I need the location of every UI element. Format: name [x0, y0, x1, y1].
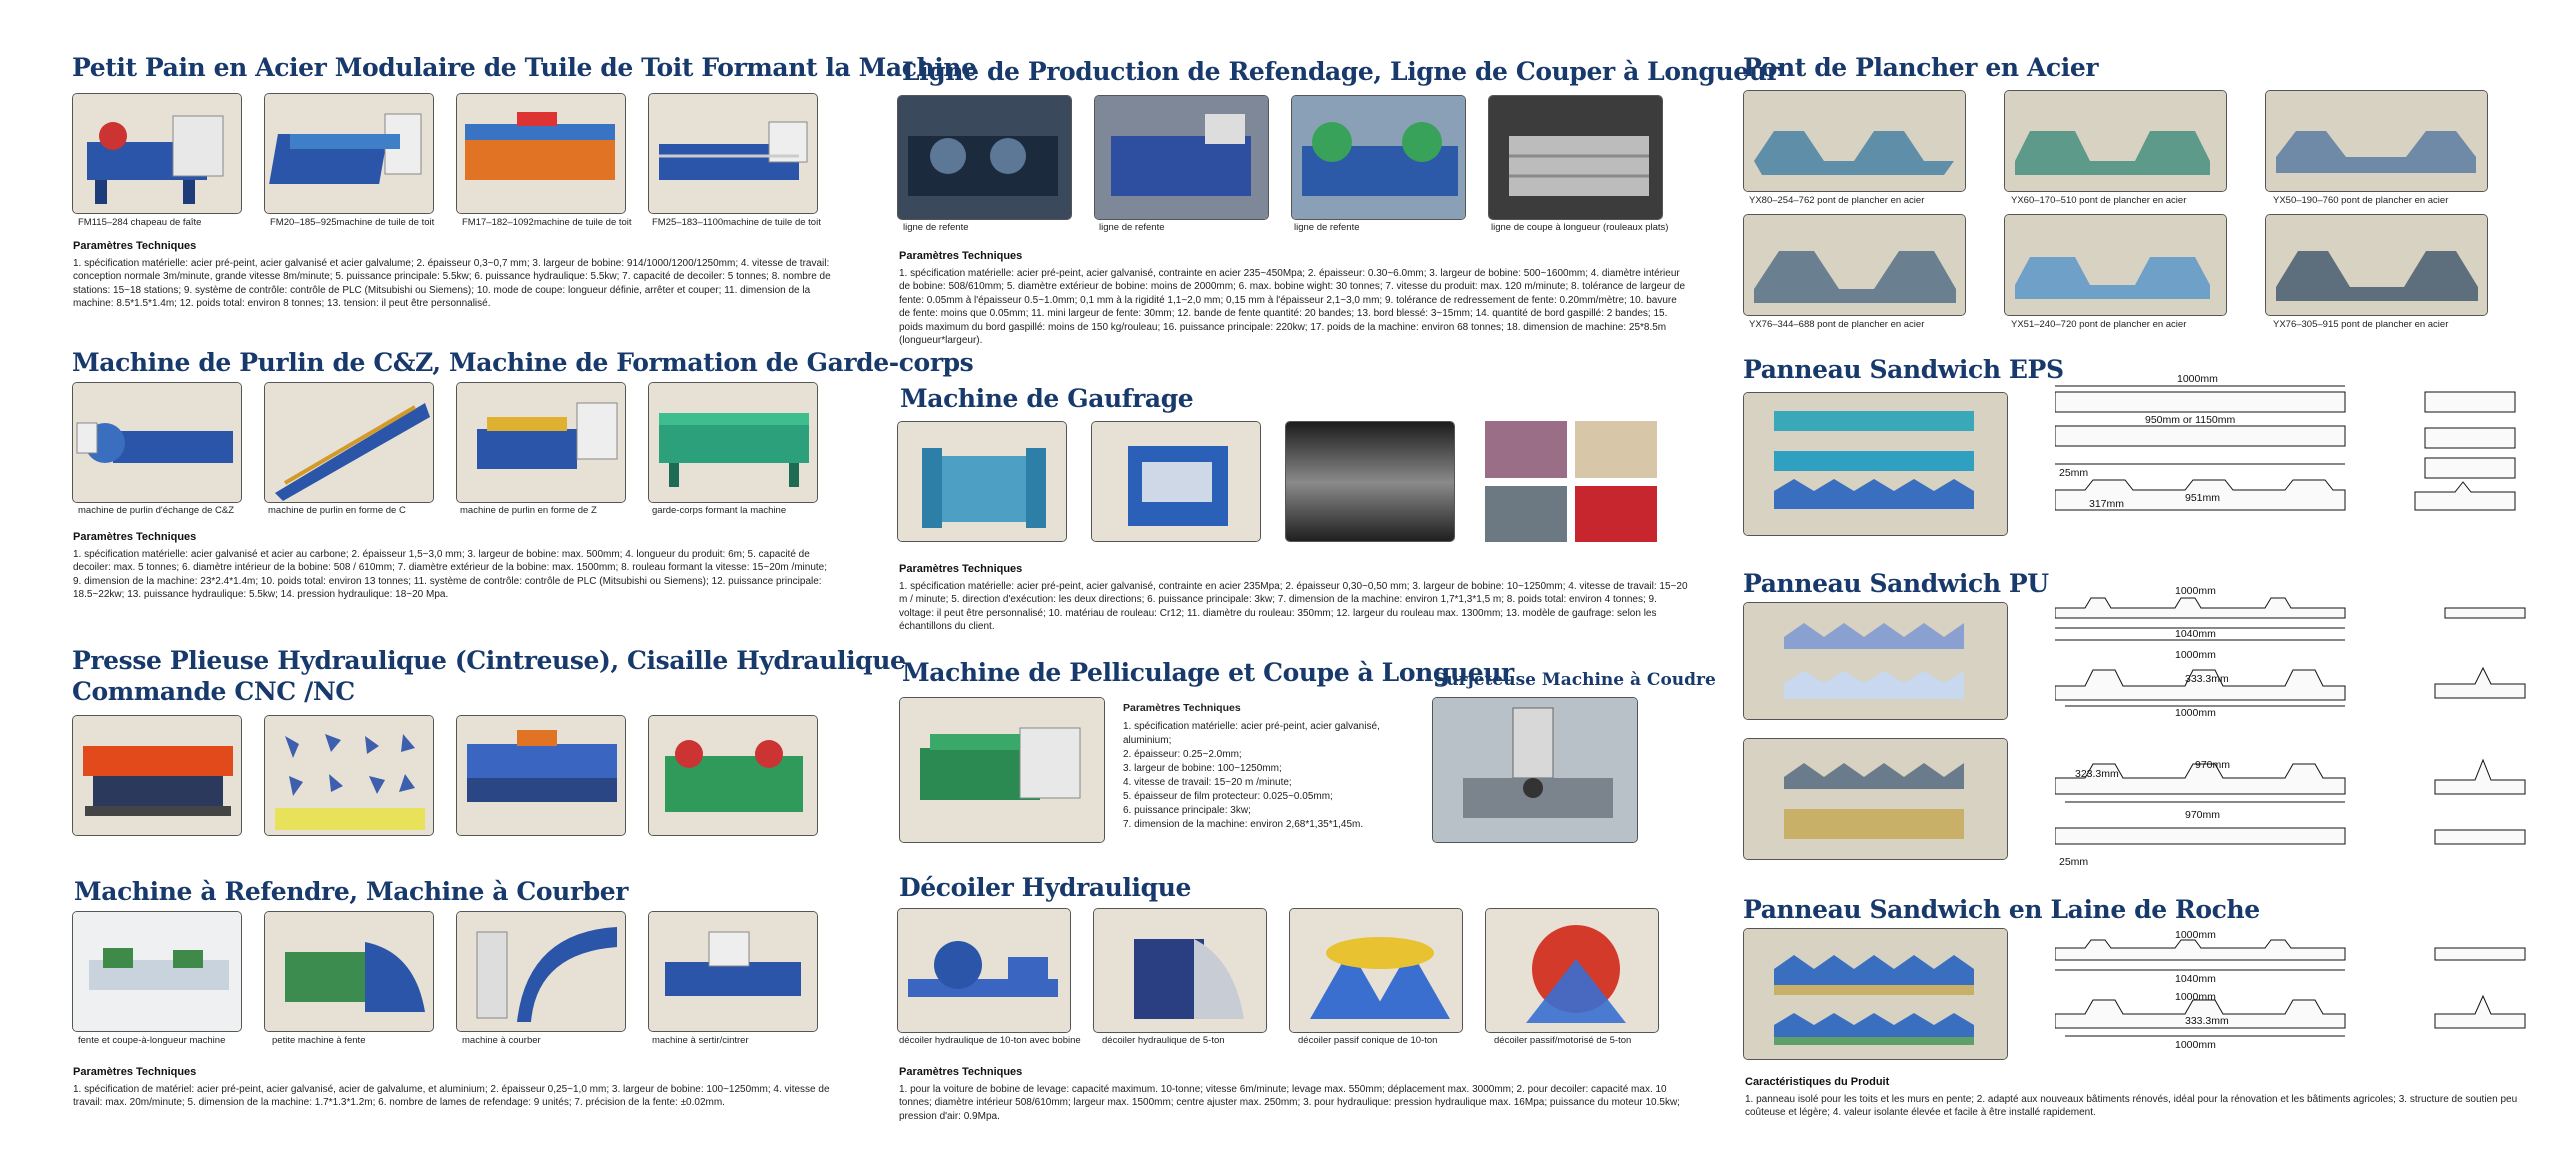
photo-caption: ligne de refente: [1294, 222, 1360, 233]
deck-caption: YX76–305–915 pont de plancher en acier: [2273, 319, 2449, 330]
params-line: aluminium;: [1123, 735, 1172, 746]
product-characteristics: [1745, 1076, 2525, 1120]
params-title: Paramètres Techniques: [899, 563, 1023, 575]
machine-photo: [264, 93, 434, 214]
section-title: Machine à Refendre, Machine à Courber: [74, 877, 629, 906]
params-line: 7. dimension de la machine: environ 2,68*1,35*1,45m.: [1123, 819, 1364, 830]
params-title: Paramètres Techniques: [73, 531, 197, 543]
machine-photo: [648, 911, 818, 1032]
photo-caption: machine de purlin d'échange de C&Z: [78, 505, 235, 516]
photo-caption: FM25–183–1100machine de tuile de toit: [652, 217, 821, 228]
section-title-line1: Presse Plieuse Hydraulique (Cintreuse), Cisaille Hydraulique: [72, 646, 906, 675]
photo-caption: machine de purlin en forme de C: [268, 505, 406, 516]
section-eps-panel: [1743, 354, 2064, 385]
dim-label: 1000mm: [2175, 991, 2216, 1003]
machine-photo: [264, 715, 434, 836]
dim-label: 951mm: [2185, 492, 2221, 504]
section-title: Panneau Sandwich PU: [1743, 569, 2049, 598]
tech-params: [899, 250, 1689, 347]
photo-caption: garde-corps formant la machine: [652, 505, 787, 516]
photo-row: [897, 95, 1663, 220]
machine-photo: [1432, 697, 1638, 843]
photo-row: [72, 911, 818, 1032]
photo-row: [897, 421, 1663, 542]
photo-caption: petite machine à fente: [272, 1035, 366, 1046]
params-text: 1. spécification de matériel: acier pré-peint, acier galvanisé, acier de galvalume, et aluminium; 2. épaisseur 0,25~1,0 mm; 3. largeur de bobine: 100~1250mm; 4. vitesse de travail: max. 20m/minute; 5. dimension de la machine: 1.7*1.3*1.2m; 6. nombre de lames de refendage: 9 unités; 7. précision de la fente: ±0.02mm.: [73, 1084, 830, 1109]
machine-photo: [897, 421, 1067, 542]
dim-label: 323.3mm: [2075, 768, 2119, 780]
machine-photo: [1094, 95, 1269, 220]
deck-caption: YX80–254–762 pont de plancher en acier: [1749, 195, 1925, 206]
deck-caption: YX76–344–688 pont de plancher en acier: [1749, 319, 1925, 330]
params-text: 1. spécification matérielle: acier galvanisé et acier au carbone; 2. épaisseur 1,5~3,0 mm; 3. largeur de bobine: max. 500mm; 4. longueur du produit: 6m; 5. capacité de decoiler: max. 5 tonnes; 6. diamètre intérieur de la bobine: 508 / 610mm; 7. diamètre extérieur de la bobine: max. 1500mm; 8. rouleau formant la vitesse: 15~20m /minute; 9. dimension de la machine: 23*2.4*1.4m; 10. poids total: environ 13 tonnes; 11. système de contrôle: contrôle de PLC (Mitsubishi ou Siemens); 12. puissance principale: 18.5~22kw; 13. puissance hydraulique: 5.5kw; 14. pression hydraulique: 18~20 Mpa.: [73, 549, 828, 601]
params-title: Paramètres Techniques: [1123, 702, 1241, 714]
deck-caption: YX50–190–760 pont de plancher en acier: [2273, 195, 2449, 206]
column-3: [1730, 0, 2550, 1171]
params-line: 1. spécification matérielle: acier pré-peint, acier galvanisé,: [1123, 721, 1380, 732]
params-line: 6. puissance principale: 3kw;: [1123, 805, 1251, 816]
machine-photo: [264, 911, 434, 1032]
dim-label: 333.3mm: [2185, 1015, 2229, 1027]
machine-photo: [1289, 908, 1463, 1033]
embossed-sample-grid: [1479, 421, 1663, 542]
dim-label: 970mm: [2195, 759, 2231, 771]
machine-photo: [648, 715, 818, 836]
tech-params: [73, 1066, 833, 1110]
section-floor-deck: [1743, 52, 2533, 83]
photo-caption: FM115–284 chapeau de faîte: [78, 217, 202, 228]
deck-photo: [2265, 214, 2488, 316]
machine-photo: [1291, 95, 1466, 220]
deck-photo-row: [1743, 90, 2488, 192]
params-line: 4. vitesse de travail: 15~20 m /minute;: [1123, 777, 1292, 788]
tech-params: [73, 240, 833, 311]
deck-photo: [1743, 90, 1966, 192]
photo-caption: machine à courber: [462, 1035, 541, 1046]
deck-photo-row: [1743, 214, 2488, 316]
photo-row: [72, 93, 818, 214]
section-roof-tile-machine: [72, 52, 977, 83]
machine-photo: [897, 908, 1071, 1033]
embossed-sample: [1575, 486, 1657, 543]
section-title: Machine de Pelliculage et Coupe à Longueur: [902, 658, 1514, 687]
dim-label: 1000mm: [2175, 707, 2216, 719]
photo-caption: machine de purlin en forme de Z: [460, 505, 597, 516]
machine-photo: [1488, 95, 1663, 220]
machine-photo: [456, 715, 626, 836]
deck-photo: [2004, 90, 2227, 192]
photo-caption: décoiler passif/motorisé de 5-ton: [1494, 1035, 1632, 1046]
dim-label: 1000mm: [2175, 1039, 2216, 1051]
deck-photo: [2004, 214, 2227, 316]
dim-label: 1000mm: [2177, 373, 2218, 385]
machine-photo: [1091, 421, 1261, 542]
params-text: 1. spécification matérielle: acier pré-peint, acier galvanisé, contrainte en acier 235~450Mpa; 2. épaisseur: 0.30~6.0mm; 3. largeur de bobine: 500~1600mm; 4. diamètre intérieur de bobine: 508/610mm; 5. diamètre extérieur de bobine: moins de 2000mm; 6. max. bobine wight: 30 tonnes; 7. vitesse du produit: max. 120 m/minute; 8. tolérance de largeur de fente: 0.05mm à l'épaisseur 0.5~1.0mm; 0,1 mm à la rigidité 1,1~2,0 mm; 0,15 mm à l'épaisseur 2,1~3,0 mm; 9. tolérance de redressement de fente: 0.20mm/mètre; 10. bavure de fente: moins que 0.05mm; 11. mini largeur de fente: 30mm; 12. bande de fente quantité: 20 bandes; 13. bord blessé: 3~15mm; 14. quantité de bord gaspillé: 2 bandes; 15. poids maximum du bord gaspillé: moins de 150 kg/rouleau; 16. puissance principale: 220kw; 17. poids de la machine: environ 68 tonnes; 18. dimension de machine: 25*8.5m (longueur*largeur).: [899, 268, 1686, 347]
dim-label: 970mm: [2185, 809, 2221, 821]
tech-params: [899, 1066, 1689, 1123]
params-title: Paramètres Techniques: [73, 1066, 197, 1078]
dim-label: 1040mm: [2175, 973, 2216, 985]
tech-params: [899, 563, 1689, 634]
machine-photo: [456, 382, 626, 503]
section-title: Machine de Gaufrage: [900, 384, 1194, 413]
params-title: Paramètres Techniques: [899, 250, 1023, 262]
machine-photo: [456, 93, 626, 214]
params-line: 3. largeur de bobine: 100~1250mm;: [1123, 763, 1282, 774]
params-text: 1. spécification matérielle: acier pré-peint, acier galvanisé, contrainte en acier 235Mpa; 2. épaisseur 0,30~0,50 mm; 3. largeur de bobine: 10~1250mm; 4. vitesse de travail: 15~20 m / minute; 5. direction d'exécution: les deux directions; 6. puissance principale: 3kw; 7. dimension de la machine: environ 1,7*1,3*1,5 m; 8. poids total: environ 4 tonnes; 9. voltage: il peut être personnalisé; 10. matériau de rouleau: Cr12; 11. diamètre du rouleau: 350mm; 12. largeur du rouleau max. 1300mm; 13. modèle de gaufrage: selon les échantillons du client.: [899, 581, 1688, 633]
machine-photo: [1093, 908, 1267, 1033]
panel-photo: [1743, 928, 2008, 1060]
params-line: 5. épaisseur de film protecteur: 0.025~0.05mm;: [1123, 791, 1333, 802]
photo-row: [72, 382, 818, 503]
section-title: Machine de Purlin de C&Z, Machine de Formation de Garde-corps: [72, 348, 974, 377]
machine-photo: [264, 382, 434, 503]
params-text: 1. pour la voiture de bobine de levage: capacité maximum. 10-tonne; vitesse 6m/minute; levage max. 550mm; déplacement max. 3000mm; 2. pour decoiler: capacité max. 10 tonnes; diamètre intérieur 508/610mm; largeur max. 1500mm; centre ajuster max. 250mm; 3. pour hydraulique: pression hydraulique max. 16Mpa; puissance du moteur 10.5kw; pression d'air: 0.9Mpa.: [899, 1084, 1680, 1122]
photo-caption: ligne de refente: [1099, 222, 1165, 233]
dim-label: 333.3mm: [2185, 673, 2229, 685]
section-title: Décoiler Hydraulique: [899, 873, 1191, 902]
photo-row: [897, 908, 1659, 1033]
section-rockwool-panel: [1743, 894, 2260, 925]
photo-caption: FM20–185–925machine de tuile de toit: [270, 217, 435, 228]
machine-photo: [897, 95, 1072, 220]
tech-params: [1123, 701, 1413, 832]
machine-photo: [1485, 908, 1659, 1033]
machine-photo: [72, 911, 242, 1032]
column-2: [880, 0, 1780, 1171]
section-embossing: [900, 383, 1690, 414]
params-line: 2. épaisseur: 0.25~2.0mm;: [1123, 749, 1242, 760]
machine-photo: [899, 697, 1105, 843]
params-text: 1. spécification matérielle: acier pré-peint, acier galvanisé et acier galvalume; 2. épaisseur 0,3~0,7 mm; 3. largeur de bobine: 914/1000/1200/1250mm; 4. vitesse de travail: conception normale 3m/minute, grande vitesse 8m/minute; 5. puissance principale: 5.5kw; 6. puissance hydraulique: 5.5kw; 7. capacité de decoiler: 5 tonnes; 8. nombre de stations: 15~18 stations; 9. système de contrôle: contrôle de PLC (Mitsubishi ou Siemens); 10. mode de coupe: longueur définie, arrêter et couper; 11. dimension de la machine: 8.5*1.5*1.4m; 12. poids total: environ 8 tonnes; 13. tension: il peut être personnalisé.: [73, 258, 831, 310]
machine-photo: [1285, 421, 1455, 542]
photo-row: [72, 715, 818, 836]
dim-label: 317mm: [2089, 498, 2125, 510]
characteristics-title: Caractéristiques du Produit: [1745, 1076, 1890, 1088]
pu-drawing: [2055, 584, 2530, 874]
dim-label: 25mm: [2059, 467, 2089, 479]
section-title: Pont de Plancher en Acier: [1743, 53, 2099, 82]
section-title-line2: Commande CNC /NC: [72, 677, 355, 706]
deck-caption: YX60–170–510 pont de plancher en acier: [2011, 195, 2187, 206]
tech-params: [73, 531, 833, 602]
dim-label: 1000mm: [2175, 649, 2216, 661]
section-slitting-bending: [74, 876, 834, 907]
section-hydraulic-decoiler: [899, 872, 1689, 903]
dim-label: 950mm or 1150mm: [2145, 414, 2236, 426]
photo-caption: décoiler hydraulique de 5-ton: [1102, 1035, 1225, 1046]
params-title: Paramètres Techniques: [899, 1066, 1023, 1078]
machine-photo: [72, 382, 242, 503]
machine-photo: [648, 93, 818, 214]
machine-photo: [72, 715, 242, 836]
panel-photo: [1743, 392, 2008, 536]
section-pu-panel: [1743, 568, 2049, 599]
photo-caption: décoiler passif conique de 10-ton: [1298, 1035, 1438, 1046]
photo-caption: ligne de refente: [903, 222, 969, 233]
embossed-sample: [1485, 486, 1567, 543]
photo-caption: machine à sertir/cintrer: [652, 1035, 749, 1046]
section-press-brake: [72, 645, 906, 707]
params-title: Paramètres Techniques: [73, 240, 197, 252]
panel-photo: [1743, 738, 2008, 860]
dim-label: 25mm: [2059, 856, 2089, 868]
section-slitting-line: [902, 56, 1780, 87]
embossed-sample: [1485, 421, 1567, 478]
section-film-laminating: [902, 657, 1514, 688]
section-title: Petit Pain en Acier Modulaire de Tuile de Toit Formant la Machine: [72, 53, 977, 82]
section-title: Ligne de Production de Refendage, Ligne de Couper à Longueur: [902, 57, 1780, 86]
characteristics-text: 1. panneau isolé pour les toits et les murs en pente; 2. adapté aux nouveaux bâtiments rénovés, idéal pour la rénovation et les bâtiments agricoles; 3. structure de soutien peu coûteuse et légère; 4. valeur isolante élevée et facile à être installé rapidement.: [1745, 1094, 2518, 1119]
photo-caption: fente et coupe-à-longueur machine: [78, 1035, 226, 1046]
deck-photo: [1743, 214, 1966, 316]
dim-label: 1040mm: [2175, 628, 2216, 640]
photo-caption: ligne de coupe à longueur (rouleaux plats): [1491, 222, 1669, 233]
deck-caption: YX51–240–720 pont de plancher en acier: [2011, 319, 2187, 330]
section-title: Panneau Sandwich en Laine de Roche: [1743, 895, 2260, 924]
eps-drawing: [2055, 370, 2525, 545]
section-title: Panneau Sandwich EPS: [1743, 355, 2064, 384]
dim-label: 1000mm: [2175, 930, 2216, 941]
photo-caption: décoiler hydraulique de 10-ton avec bobine: [899, 1035, 1081, 1046]
rockwool-drawing: [2055, 930, 2530, 1060]
machine-photo: [648, 382, 818, 503]
section-purlin-machine: [72, 347, 974, 378]
machine-photo: [72, 93, 242, 214]
panel-photo: [1743, 602, 2008, 720]
photo-caption: FM17–182–1092machine de tuile de toit: [462, 217, 632, 228]
deck-photo: [2265, 90, 2488, 192]
machine-photo: [456, 911, 626, 1032]
embossed-sample: [1575, 421, 1657, 478]
sewing-machine-title: Surjeteuse Machine à Coudre: [1434, 670, 1716, 690]
dim-label: 1000mm: [2175, 585, 2216, 597]
